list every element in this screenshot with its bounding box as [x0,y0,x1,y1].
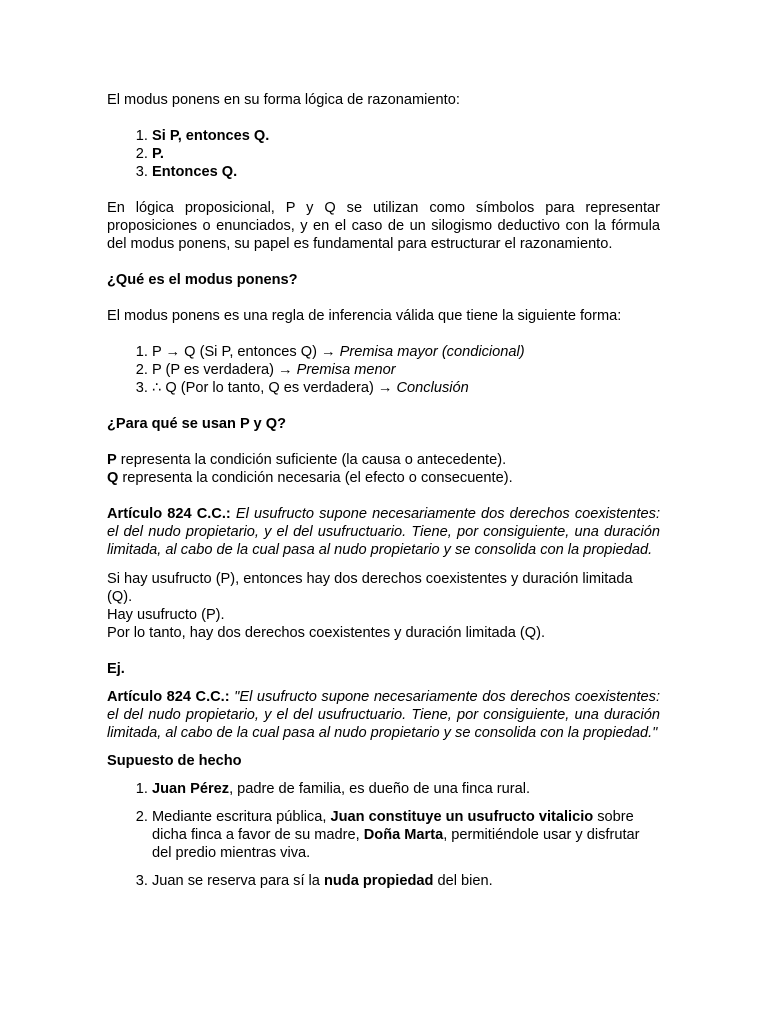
syllogism-line-2: Hay usufructo (P). [107,607,225,623]
form-item-3: 3. Entonces Q. [152,163,660,181]
article-quote: Artículo 824 C.C.: El usufructo supone necesariamente dos derechos coexistentes: el del nudo propietario, y el del usufructuario. Tiene, por consiguiente, una duración limitada, al cabo de la cual pasa al nudo propietario y se consolida con la propiedad. [107,506,660,558]
heading-p-and-q: ¿Para qué se usan P y Q? [107,416,286,432]
explanation-paragraph: En lógica proposicional, P y Q se utilizan como símbolos para representar proposiciones o enunciados, y en el caso de un silogismo deductivo con la fórmula del modus ponens, su papel es fundamental para estructurar el razonamiento. [107,200,660,252]
syllogism-line-3: Por lo tanto, hay dos derechos coexistentes y duración limitada (Q). [107,625,546,641]
case-item-2: 2. Mediante escritura pública, Juan constituye un usufructo vitalicio sobre dicha finca a favor de su madre, Doña Marta, permitiéndole usar y disfrutar del predio mientras viva. [152,808,660,862]
document-page [107,91,660,890]
case-list [107,780,660,890]
syllogism-block [107,570,660,642]
article-quote-2: Artículo 824 C.C.: "El usufructo supone necesariamente dos derechos coexistentes: el del nudo propietario, y el del usufructuario. Tiene, por consiguiente, una duración limitada, al cabo de la cual pasa al nudo propietario y se consolida con la propiedad." [107,689,661,741]
rule-item-1: 1. P → Q (Si P, entonces Q) → Premisa mayor (condicional) [152,343,660,361]
heading-case: Supuesto de hecho [107,753,242,769]
form-item-1: 1. Si P, entonces Q. [152,127,660,145]
example-label: Ej. [107,661,125,677]
syllogism-line-1: Si hay usufructo (P), entonces hay dos derechos coexistentes y duración limitada (Q). [107,571,633,605]
form-list [107,127,660,181]
rule-item-3: 3. ∴ Q (Por lo tanto, Q es verdadera) → Conclusión [152,379,660,397]
case-item-1: 1. Juan Pérez, padre de familia, es dueño de una finca rural. [152,780,660,798]
q-definition: Q representa la condición necesaria (el efecto o consecuente). [107,470,513,486]
heading-what-is: ¿Qué es el modus ponens? [107,272,298,288]
rule-item-2: 2. P (P es verdadera) → Premisa menor [152,361,660,379]
form-item-2: 2. P. [152,145,660,163]
rule-list [107,343,660,397]
case-item-3: 3. Juan se reserva para sí la nuda propiedad del bien. [152,872,660,890]
intro-paragraph: El modus ponens en su forma lógica de razonamiento: [107,92,460,108]
definition-paragraph: El modus ponens es una regla de inferencia válida que tiene la siguiente forma: [107,308,622,324]
p-definition: P representa la condición suficiente (la causa o antecedente). [107,452,507,468]
